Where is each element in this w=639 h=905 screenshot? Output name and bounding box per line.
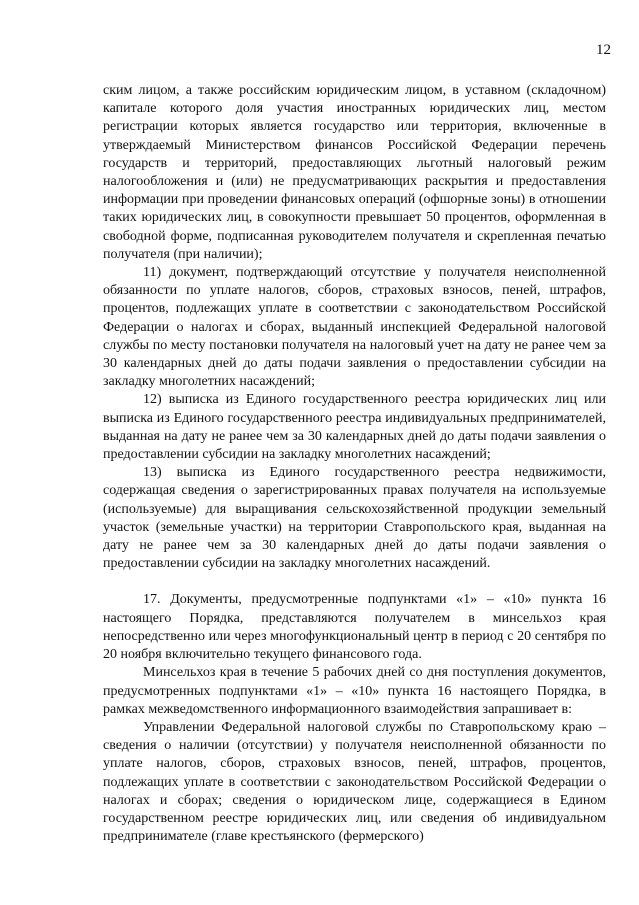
paragraph-continuation: ским лицом, а также российским юридическим лицом, в уставном (складочном) капитале которого доля участия иностранных юридических лиц, местом регистрации которых является государство или территория, включенные в утверждаемый Министерством финансов Российской Федерации перечень государств и территорий, предоставляющих льготный налоговый режим налогообложения и (или) не предусматривающих раскрытия и предоставления информации при проведении финансовых операций (офшорные зоны) в отношении таких юридических лиц, в совокупности превышает 50 процентов, оформленная в свободной форме, подписанная руководителем получателя и скрепленная печатью получателя (при наличии); [103, 83, 606, 262]
paragraph-item-11: 11) документ, подтверждающий отсутствие у получателя неисполненной обязанности по уплате налогов, сборов, страховых взносов, пеней, штрафов, процентов, подлежащих уплате в соответствии с законодательством Российской Федерации о налогах и сборах, выданный инспекцией Федеральной налоговой службы по месту постановки получателя на налоговый учет на дату не ранее чем за 30 календарных дней до даты подачи заявления о предоставлении субсидии на закладку многолетних насаждений; [103, 265, 606, 390]
document-body [103, 82, 606, 846]
paragraph-item-12: 12) выписка из Единого государственного реестра юридических лиц или выписка из Единого государственного реестра индивидуальных предпринимателей, выданная на дату не ранее чем за 30 календарных дней до даты подачи заявления о предоставлении субсидии на закладку многолетних насаждений; [103, 392, 606, 463]
paragraph-tax-service: Управлении Федеральной налоговой службы по Ставропольскому краю – сведения о наличии (отсутствии) у получателя неисполненной обязанности по уплате налогов, сборов, страховых взносов, пеней, штрафов, процентов, подлежащих уплате в соответствии с законодательством Российской Федерации о налогах и сборах; сведения о юридическом лице, содержащиеся в Едином государственном реестре юридических лиц, или сведения об индивидуальном предпринимателе (главе крестьянского (фермерского) [103, 719, 606, 845]
paragraph-item-13: 13) выписка из Единого государственного реестра недвижимости, содержащая сведения о зарегистрированных правах получателя на используемые (используемые) для выращивания сельскохозяйственной продукции земельный участок (земельные участки) на территории Ставропольского края, выданная на дату не ранее чем за 30 календарных дней до даты подачи заявления о предоставлении субсидии на закладку многолетних насаждений. [103, 465, 606, 572]
paragraph-section-17: 17. Документы, предусмотренные подпунктами «1» – «10» пункта 16 настоящего Порядка, представляются получателем в минсельхоз края непосредственно или через многофункциональный центр в период с 20 сентября по 20 ноября включительно текущего финансового года. [103, 592, 606, 663]
page-number: 12 [596, 42, 611, 58]
paragraph-ministry-request: Минсельхоз края в течение 5 рабочих дней со дня поступления документов, предусмотренных подпунктами «1» – «10» пункта 16 настоящего Порядка, в рамках межведомственного информационного взаимодействия запрашивает в: [103, 665, 606, 717]
